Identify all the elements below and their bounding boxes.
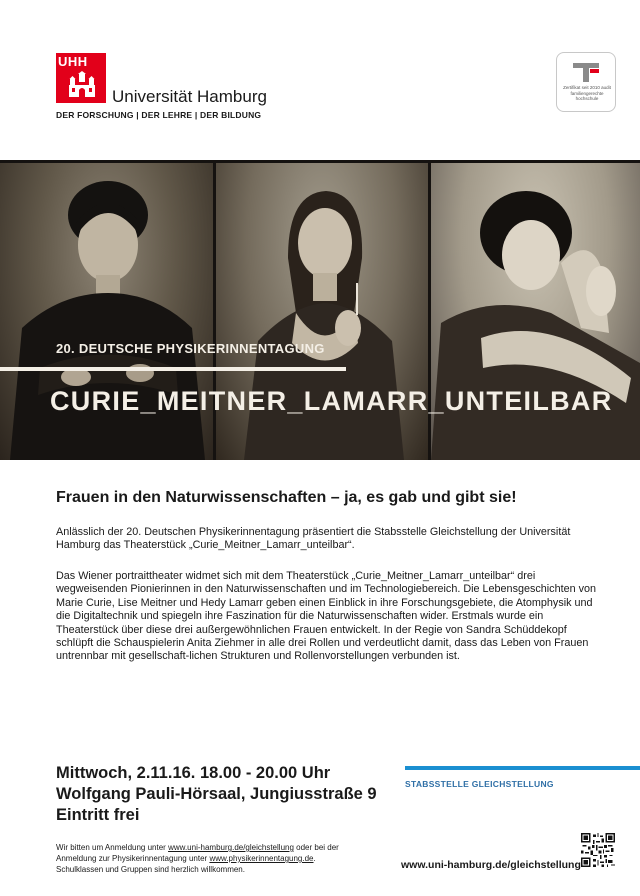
certificate-text: Zertifikat seit 2010 audit familiengerechte hochschule — [563, 85, 611, 101]
qr-code-icon — [581, 833, 615, 867]
intro-paragraph: Anlässlich der 20. Deutschen Physikerinnentagung präsentiert die Stabsstelle Gleichstellung der Universität Hamburg das Theaterstück „Curie_Meitner_Lamarr_unteilbar“. — [56, 526, 571, 552]
page-headline: Frauen in den Naturwissenschaften – ja, es gab und gibt sie! — [56, 489, 517, 506]
logo-letters: UHH — [58, 54, 88, 69]
event-date-time: Mittwoch, 2.11.16. 18.00 - 20.00 Uhr — [56, 764, 331, 782]
gleichstellung-link[interactable]: www.uni-hamburg.de/gleichstellung — [168, 843, 294, 852]
physikerinnentagung-link[interactable]: www.physikerinnentagung.de — [209, 854, 314, 863]
description-paragraph: Das Wiener portraittheater widmet sich mit dem Theaterstück „Curie_Meitner_Lamarr_unteilbar“ drei wegweisenden Pionierinnen in den Naturwissenschaften und im Technologiebereich. Die Lebensgeschichten von Marie Curie, Lise Meitner und Hedy Lamarr geben einen Einblick in ihre Forschungsgebiete, die Atomphysik und die Digitaltechnik und spiegeln ihre Faszination für die Naturwissenschaften wider. Erstmals wurde ein Theaterstück über diese drei außergewöhnlichen Frauen entwickelt. In der Regie von Sandra Schüddekopf schlüpft die Schauspielerin Anita Ziehmer in alle drei Rollen und verdeutlicht damit, dass das Leben von Frauen untrennbar mit gesellschaft-lichen Strukturen und Rollenvorstellungen verbunden ist. — [56, 570, 596, 663]
event-location: Wolfgang Pauli-Hörsaal, Jungiusstraße 9 — [56, 785, 377, 803]
logo-mark — [56, 53, 106, 103]
department-divider — [405, 766, 640, 770]
family-audit-certificate — [556, 52, 616, 112]
photo-banner — [0, 160, 640, 460]
event-details — [56, 763, 377, 826]
banner-divider — [0, 367, 346, 371]
website-url[interactable]: www.uni-hamburg.de/gleichstellung — [401, 859, 581, 871]
registration-line-2: Anmeldung zur Physikerinnentagung unter www.physikerinnentagung.de. — [56, 854, 316, 863]
castle-icon — [68, 71, 96, 99]
department-label: STABSSTELLE GLEICHSTELLUNG — [405, 779, 554, 789]
university-name: Universität Hamburg — [112, 87, 267, 106]
registration-note — [56, 842, 339, 875]
registration-line-1: Wir bitten um Anmeldung unter www.uni-hamburg.de/gleichstellung oder bei der — [56, 843, 339, 852]
play-title: CURIE_MEITNER_LAMARR_UNTEILBAR — [50, 386, 613, 416]
university-tagline: DER FORSCHUNG | DER LEHRE | DER BILDUNG — [56, 110, 262, 120]
certificate-icon — [571, 61, 601, 83]
registration-line-3: Schulklassen und Gruppen sind herzlich willkommen. — [56, 865, 245, 874]
event-admission: Eintritt frei — [56, 806, 140, 824]
event-series-subtitle: 20. DEUTSCHE PHYSIKERINNENTAGUNG — [56, 341, 325, 356]
